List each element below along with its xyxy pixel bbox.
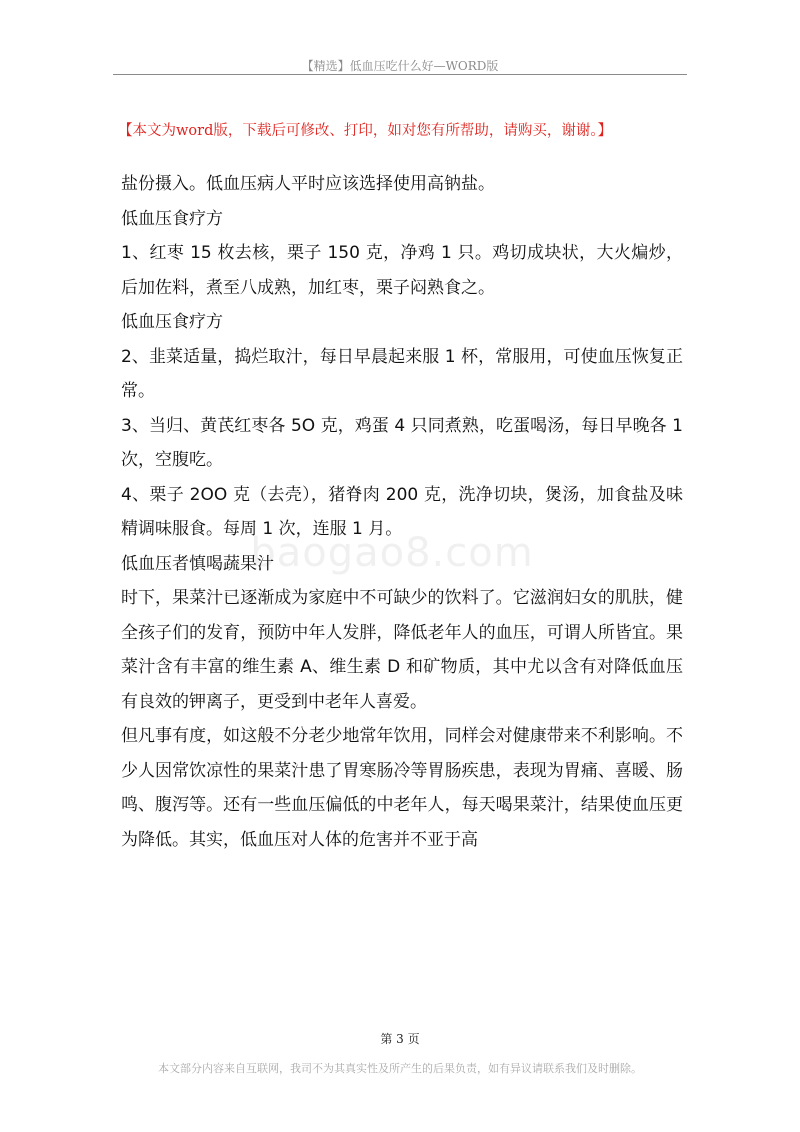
document-notice: 【本文为word版，下载后可修改、打印，如对您有所帮助，请购买，谢谢。】 <box>118 123 613 139</box>
paragraph-juice-risks: 但凡事有度，如这般不分老少地常年饮用，同样会对健康带来不利影响。不少人因常饮凉性的果菜汁患了胃寒肠冷等胃肠疾患，表现为胃痛、喜暖、肠鸣、腹泻等。还有一些血压偏低的中老年人，每天喝果菜汁，结果使血压更为降低。其实，低血压对人体的危害并不亚于高 <box>121 726 683 850</box>
paragraph-salt-intake: 盐份摄入。低血压病人平时应该选择使用高钠盐。 <box>121 174 495 194</box>
recipe-1: 1、红枣 15 枚去核，栗子 150 克，净鸡 1 只。鸡切成块状，大火煸炒，后加佐料，煮至八成熟，加红枣，栗子闷熟食之。 <box>121 243 683 298</box>
document-body <box>121 167 683 857</box>
watermark: baogao8.com <box>250 530 534 576</box>
recipe-2: 2、韭菜适量，捣烂取汁，每日早晨起来服 1 杯，常服用，可使血压恢复正常。 <box>121 346 683 401</box>
header-divider <box>113 74 687 75</box>
recipe-4: 4、栗子 2OO 克（去壳），猪脊肉 200 克，洗净切块，煲汤，加食盐及味精调味服食。每周 1 次，连服 1 月。 <box>121 484 683 539</box>
paragraph-juice-benefits: 时下，果菜汁已逐渐成为家庭中不可缺少的饮料了。它滋润妇女的肌肤，健全孩子们的发育，预防中年人发胖，降低老年人的血压，可谓人所皆宜。果菜汁含有丰富的维生素 A、维生素 D 和矿物质，其中尤以含有对降低血压有良效的钾离子，更受到中老年人喜爱。 <box>121 588 683 712</box>
page-number: 第 3 页 <box>380 1032 420 1046</box>
heading-juice-caution: 低血压者慎喝蔬果汁 <box>121 553 274 574</box>
footer-disclaimer: 本文部分内容来自互联网，我司不为其真实性及所产生的后果负责，如有异议请联系我们及时删除。 <box>158 1062 642 1075</box>
page-header-title: 【精选】低血压吃什么好—WORD版 <box>301 59 499 73</box>
recipe-3: 3、当归、黄芪红枣各 5O 克，鸡蛋 4 只同煮熟，吃蛋喝汤，每日早晚各 1 次，空腹吃。 <box>121 415 683 470</box>
heading-diet-therapy-2: 低血压食疗方 <box>121 312 223 332</box>
heading-diet-therapy-1: 低血压食疗方 <box>121 208 223 229</box>
